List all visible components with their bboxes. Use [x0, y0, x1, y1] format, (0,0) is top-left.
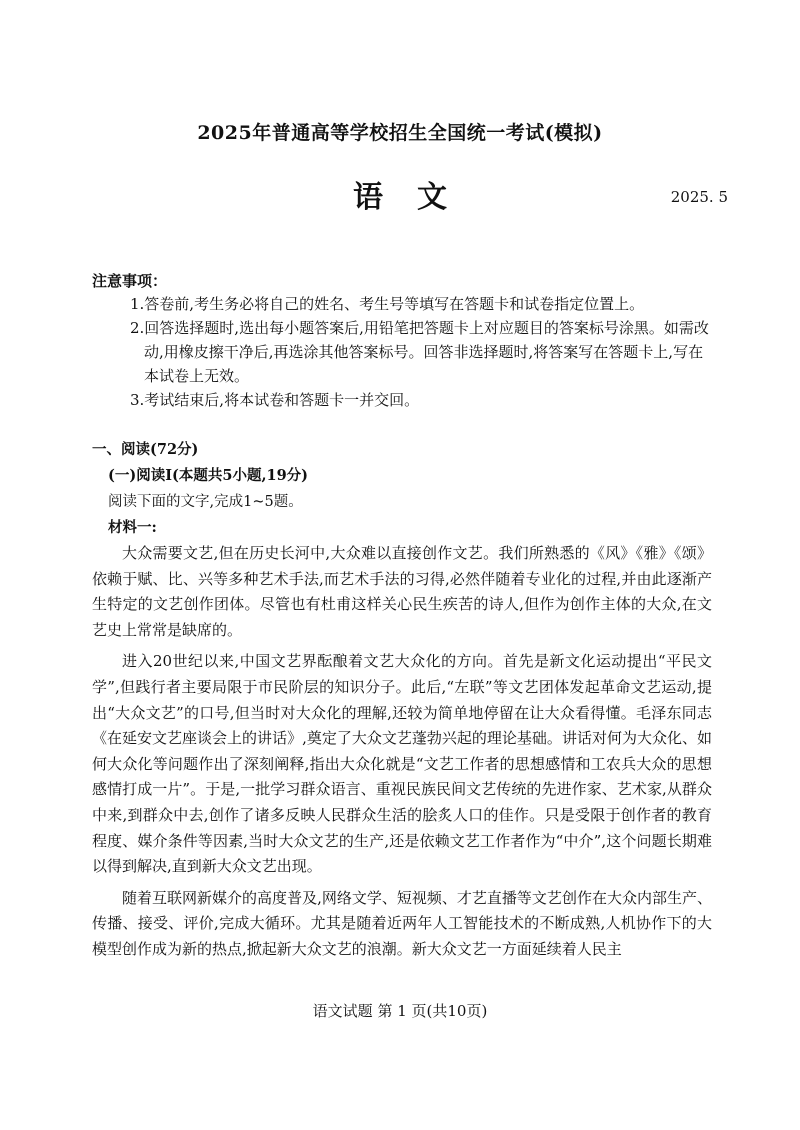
subject-title: 语文 [353, 180, 481, 215]
exam-date: 2025. 5 [670, 188, 728, 206]
reading-passage [92, 541, 712, 969]
passage-paragraph-2: 进入20世纪以来,中国文艺界酝酿着文艺大众化的方向。首先是新文化运动提出“平民文学”,但践行者主要局限于市民阶层的知识分子。此后,“左联”等文艺团体发起革命文艺运动,提出“大众文艺”的口号,但当时对大众化的理解,还较为简单地停留在让大众看得懂。毛泽东同志《在延安文艺座谈会上的讲话》,奠定了大众文艺蓬勃兴起的理论基础。讲话对何为大众化、如何大众化等问题作出了深刻阐释,指出大众化就是“文艺工作者的思想感情和工农兵大众的思想感情打成一片”。于是,一批学习群众语言、重视民族民间文艺传统的先进作家、艺术家,从群众中来,到群众中去,创作了诸多反映人民群众生活的脍炙人口的佳作。只是受限于创作者的教育程度、媒介条件等因素,当时大众文艺的生产,还是依赖文艺工作者作为“中介”,这个问题长期难以得到解决,直到新大众文艺出现。 [92, 652, 712, 876]
passage-paragraph-3: 随着互联网新媒介的高度普及,网络文学、短视频、才艺直播等文艺创作在大众内部生产、传播、接受、评价,完成大循环。尤其是随着近两年人工智能技术的不断成熟,人机协作下的大模型创作成为新的热点,掀起新大众文艺的浪潮。新大众文艺一方面延续着人民主 [92, 888, 712, 958]
notice-item-1: 1.答卷前,考生务必将自己的姓名、考生号等填写在答题卡和试卷指定位置上。 [130, 295, 645, 313]
section-heading: 一、阅读(72分) [92, 441, 199, 458]
reading-instruction: 阅读下面的文字,完成1~5题。 [108, 494, 303, 510]
exam-title: 2025年普通高等学校招生全国统一考试(模拟) [197, 122, 603, 144]
notice-item-2: 2.回答选择题时,选出每小题答案后,用铅笔把答题卡上对应题目的答案标号涂黑。如需改动,用橡皮擦干净后,再选涂其他答案标号。回答非选择题时,将答案写在答题卡上,写在本试卷上无效。 [130, 319, 709, 385]
page-footer: 语文试题 第 1 页(共10页) [312, 1002, 488, 1020]
notice-item-3: 3.考试结束后,将本试卷和答题卡一并交回。 [130, 391, 420, 409]
notice-list [130, 292, 715, 412]
material-label: 材料一: [108, 519, 157, 536]
passage-paragraph-1: 大众需要文艺,但在历史长河中,大众难以直接创作文艺。我们所熟悉的《风》《雅》《颂》依赖于赋、比、兴等多种艺术手法,而艺术手法的习得,必然伴随着专业化的过程,并由此逐渐产生特定的文艺创作团体。尽管也有杜甫这样关心民生疾苦的诗人,但作为创作主体的大众,在文艺史上常常是缺席的。 [92, 544, 712, 639]
sub-section-heading: (一)阅读Ⅰ(本题共5小题,19分) [108, 467, 309, 484]
notice-heading: 注意事项： [92, 272, 168, 290]
